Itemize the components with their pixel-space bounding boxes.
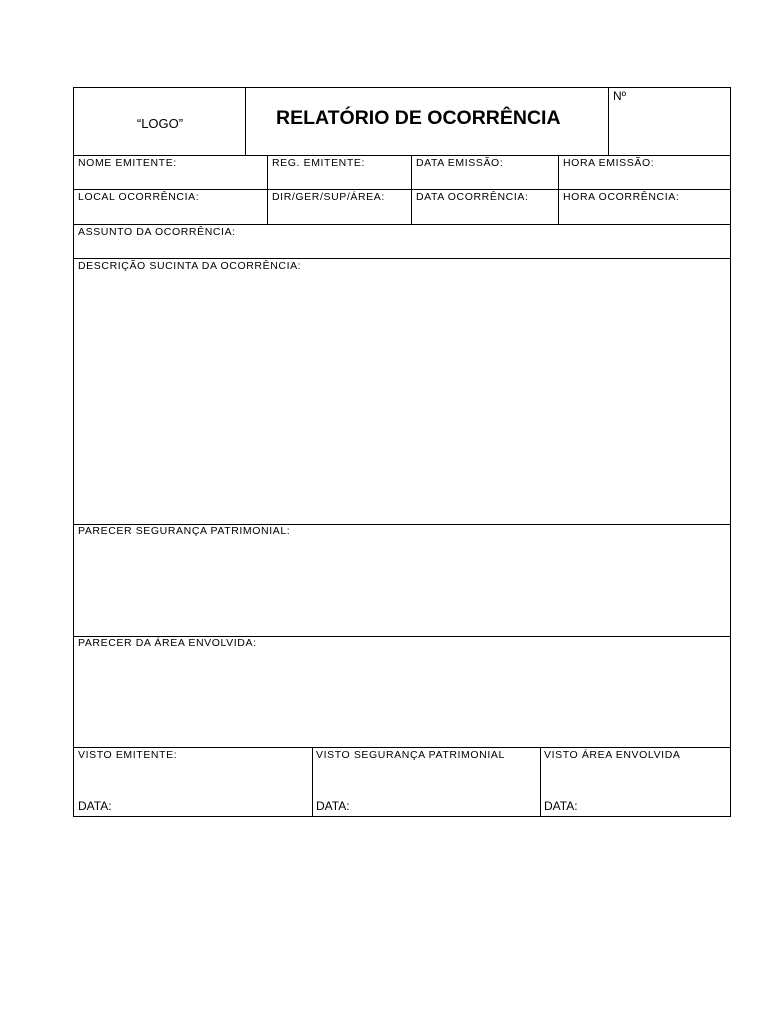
- data-ocorrencia-field[interactable]: DATA OCORRÊNCIA:: [416, 191, 529, 203]
- hora-ocorrencia-field[interactable]: HORA OCORRÊNCIA:: [563, 191, 680, 203]
- parecer-area-field[interactable]: PARECER DA ÁREA ENVOLVIDA:: [78, 637, 257, 649]
- descricao-field[interactable]: DESCRIÇÃO SUCINTA DA OCORRÊNCIA:: [78, 260, 302, 272]
- divider: [74, 155, 730, 156]
- visto-seguranca-field[interactable]: VISTO SEGURANÇA PATRIMONIAL: [316, 749, 505, 761]
- divider: [312, 747, 313, 817]
- data-area-field[interactable]: DATA:: [544, 799, 578, 813]
- data-emissao-field[interactable]: DATA EMISSÃO:: [416, 157, 504, 169]
- divider: [411, 155, 412, 225]
- data-emitente-field[interactable]: DATA:: [78, 799, 112, 813]
- divider: [74, 224, 730, 225]
- data-seguranca-field[interactable]: DATA:: [316, 799, 350, 813]
- divider: [558, 155, 559, 225]
- assunto-field[interactable]: ASSUNTO DA OCORRÊNCIA:: [78, 226, 236, 238]
- visto-area-field[interactable]: VISTO ÁREA ENVOLVIDA: [544, 749, 681, 761]
- divider: [540, 747, 541, 817]
- report-number-field[interactable]: Nº: [613, 89, 627, 103]
- divider: [74, 747, 730, 748]
- nome-emitente-field[interactable]: NOME EMITENTE:: [78, 157, 177, 169]
- occurrence-report-form: [73, 87, 731, 817]
- divider: [267, 155, 268, 225]
- dir-ger-sup-area-field[interactable]: DIR/GER/SUP/ÁREA:: [272, 191, 385, 203]
- hora-emissao-field[interactable]: HORA EMISSÃO:: [563, 157, 655, 169]
- local-ocorrencia-field[interactable]: LOCAL OCORRÊNCIA:: [78, 191, 200, 203]
- divider: [74, 189, 730, 190]
- page-title: RELATÓRIO DE OCORRÊNCIA: [276, 107, 561, 129]
- logo-placeholder: “LOGO”: [136, 116, 184, 131]
- visto-emitente-field[interactable]: VISTO EMITENTE:: [78, 749, 178, 761]
- divider: [74, 258, 730, 259]
- reg-emitente-field[interactable]: REG. EMITENTE:: [272, 157, 365, 169]
- divider: [608, 88, 609, 156]
- parecer-seguranca-field[interactable]: PARECER SEGURANÇA PATRIMONIAL:: [78, 525, 291, 537]
